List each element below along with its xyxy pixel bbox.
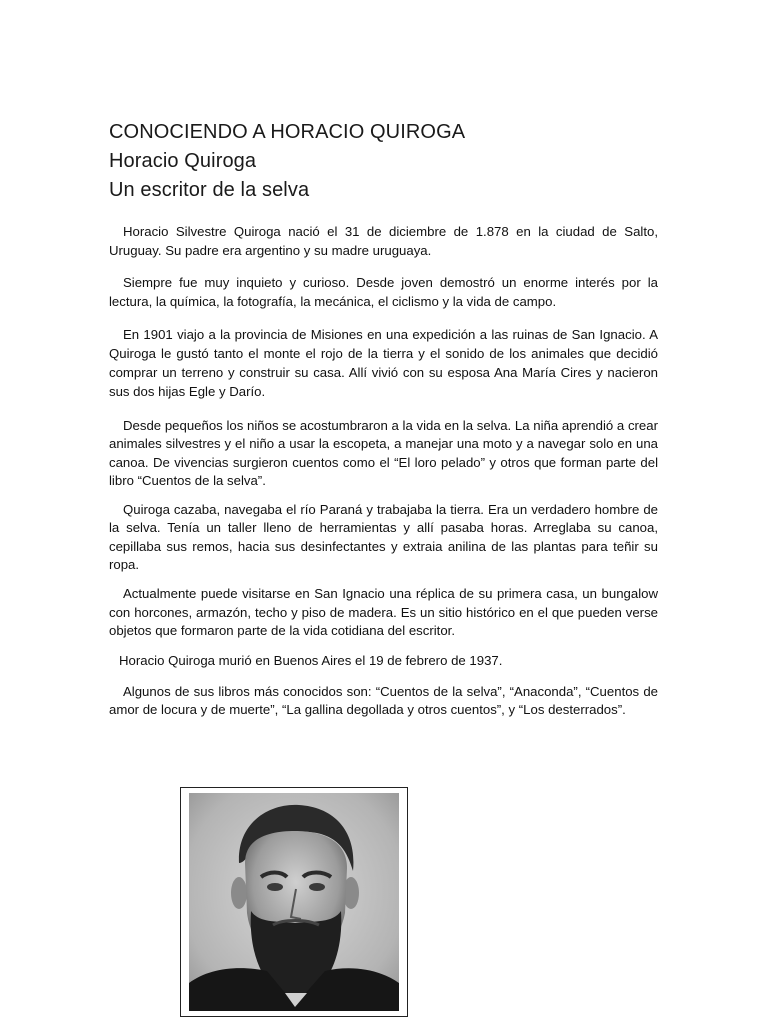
paragraph-death: Horacio Quiroga murió en Buenos Aires el 19 de febrero de 1937. [119,653,503,669]
paragraph-interests: Siempre fue muy inquieto y curioso. Desde joven demostró un enorme interés por la lectura, la química, la fotografía, la mecánica, el ciclismo y la vida de campo. [109,275,658,309]
paragraph-jungle-life: Quiroga cazaba, navegaba el río Paraná y trabajaba la tierra. Era un verdadero hombre de la selva. Tenía un taller lleno de herramientas y allí pasaba horas. Arreglaba su canoa, cepillaba sus remos, hacia sus desinfectantes y extraia anilina de las plantas para teñir su ropa. [109,502,658,573]
document-tagline: Un escritor de la selva [109,179,310,201]
paragraph-house-replica: Actualmente puede visitarse en San Ignacio una réplica de su primera casa, un bungalow con horcones, armazón, techo y piso de madera. Es un sitio histórico en el que pueden verse objetos que formaron parte de la vida cotidiana del escritor. [109,586,658,638]
paragraph-misiones: En 1901 viajo a la provincia de Misiones en una expedición a las ruinas de San Ignacio. A Quiroga le gustó tanto el monte el rojo de la tierra y el sonido de los animales que decidió comprar un terreno y construir su casa. Allí vivió con su esposa Ana María Cires y nacieron sus dos hijas Egle y Darío. [109,327,658,399]
document-body [109,222,658,719]
document-title: CONOCIENDO A HORACIO QUIROGA [109,121,466,143]
portrait-photo-icon [189,793,399,1011]
title-block [109,118,669,205]
paragraph-children: Desde pequeños los niños se acostumbraron a la vida en la selva. La niña aprendió a crear animales silvestres y el niño a usar la escopeta, a manejar una moto y a navegar solo en una canoa. De vivencias surgieron cuentos como el “El loro pelado” y otros que forman parte del libro “Cuentos de la selva”. [109,418,658,488]
portrait-frame [180,787,408,1017]
paragraph-books: Algunos de sus libros más conocidos son: “Cuentos de la selva”, “Anaconda”, “Cuentos de amor de locura y de muerte”, “La gallina degollada y otros cuentos”, y “Los desterrados”. [109,683,658,717]
paragraph-birth: Horacio Silvestre Quiroga nació el 31 de diciembre de 1.878 en la ciudad de Salto, Uruguay. Su padre era argentino y su madre uruguaya. [109,224,658,258]
document-subtitle: Horacio Quiroga [109,150,257,172]
